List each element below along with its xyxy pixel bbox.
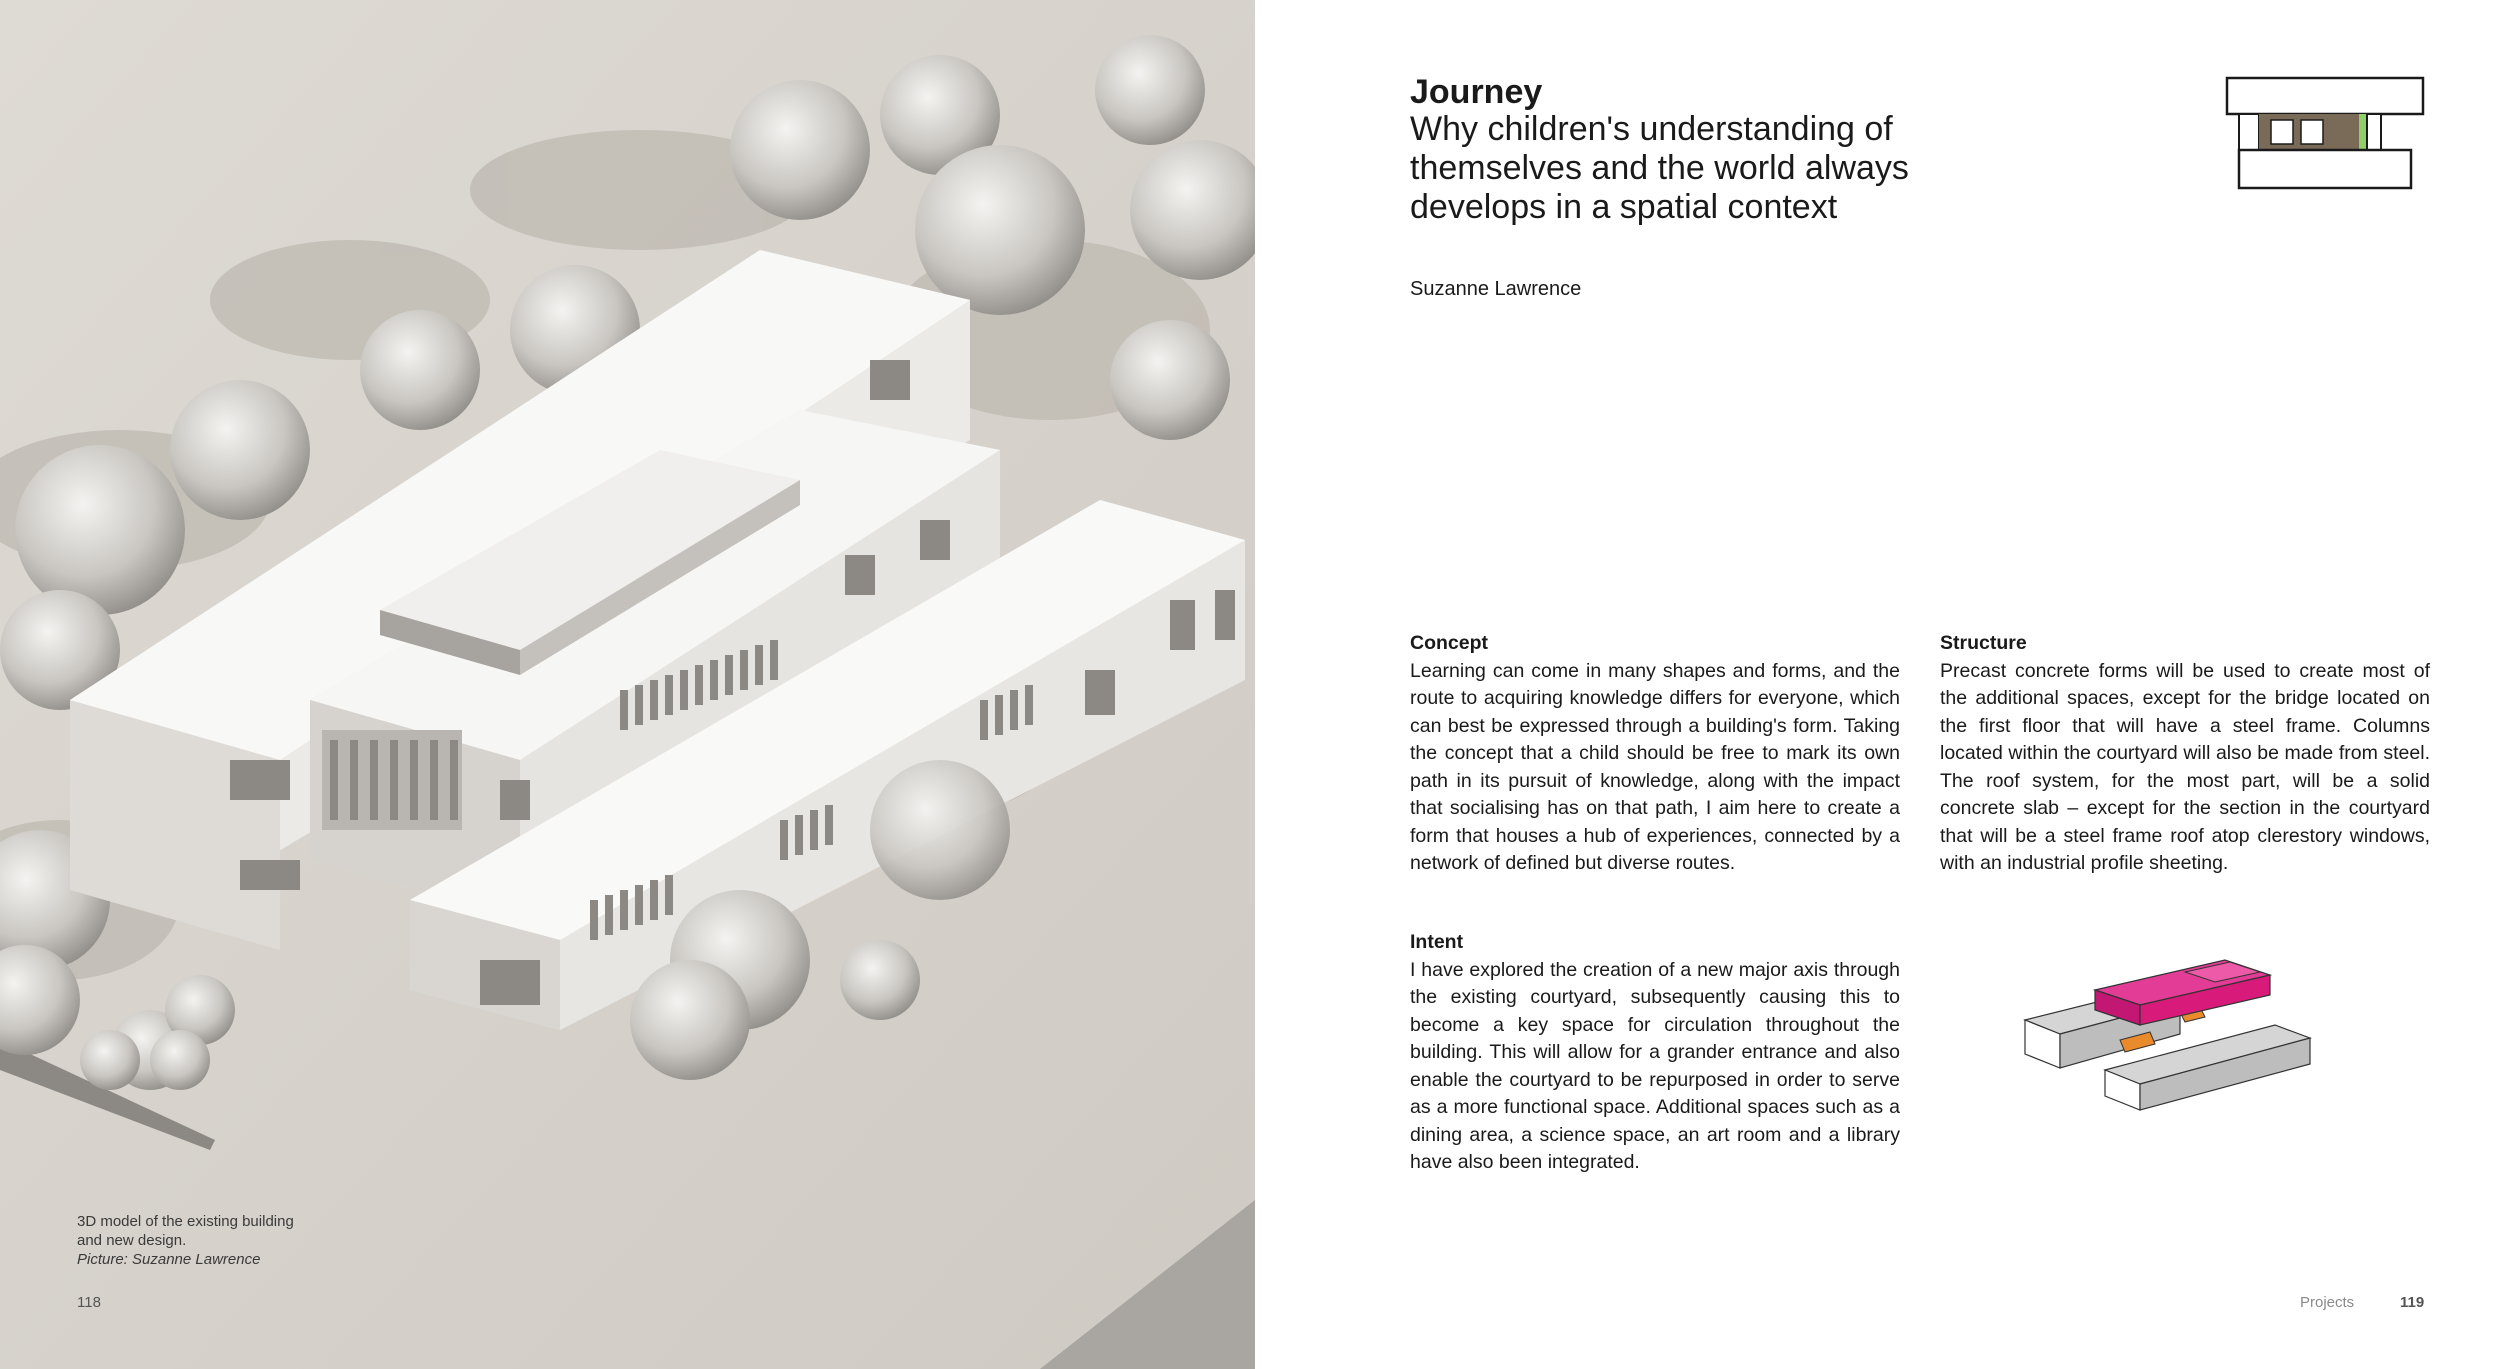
section-label: Projects bbox=[2300, 1294, 2355, 1311]
structure-section bbox=[1940, 630, 2430, 878]
concept-body: Learning can come in many shapes and forms, and the route to acquiring knowledge differs for everyone, which can best be expressed through a building's form. Taking the concept that a child should be free to mark its own path in its pursuit of knowledge, along with the impact that socialising has on that path, I aim here to create a form that houses a hub of experiences, connected by a network of defined but diverse routes. bbox=[1410, 659, 1900, 874]
caption-credit: Picture: Suzanne Lawrence bbox=[77, 1251, 261, 1268]
page-number-right: 119 bbox=[2400, 1294, 2425, 1311]
structure-heading: Structure bbox=[1940, 632, 2027, 654]
concept-section bbox=[1410, 630, 1900, 878]
page-number-left: 118 bbox=[77, 1294, 101, 1311]
concept-heading: Concept bbox=[1410, 632, 1488, 654]
right-page bbox=[1255, 0, 2500, 1369]
image-caption bbox=[77, 1212, 294, 1269]
intent-heading: Intent bbox=[1410, 931, 1464, 953]
article-author: Suzanne Lawrence bbox=[1410, 278, 1582, 300]
article-subtitle: Why children's understanding of themselves and the world always develops in a spatial context bbox=[1410, 110, 1909, 226]
structure-axonometric-diagram bbox=[2015, 950, 2315, 1130]
building-section-icon bbox=[2225, 76, 2425, 192]
structure-body: Precast concrete forms will be used to create most of the additional spaces, except for the bridge located on the first floor that will have a steel frame. Columns located within the courtyard will also be made from steel. The roof system, for the most part, will be a solid concrete slab – except for the section in the courtyard that will be a steel frame roof atop clerestory windows, with an industrial profile sheeting. bbox=[1940, 659, 2430, 874]
caption-line: 3D model of the existing building bbox=[77, 1213, 294, 1230]
intent-section bbox=[1410, 929, 1900, 1177]
article-title: Journey bbox=[1410, 73, 1543, 111]
caption-line: and new design. bbox=[77, 1232, 187, 1249]
intent-body: I have explored the creation of a new major axis through the existing courtyard, subsequently causing this to become a key space for circulation throughout the building. This will allow for a grander entrance and also enable the courtyard to be repurposed in order to serve as a more functional space. Additional spaces such as a dining area, a science space, an art room and a library have also been integrated. bbox=[1410, 958, 1900, 1173]
